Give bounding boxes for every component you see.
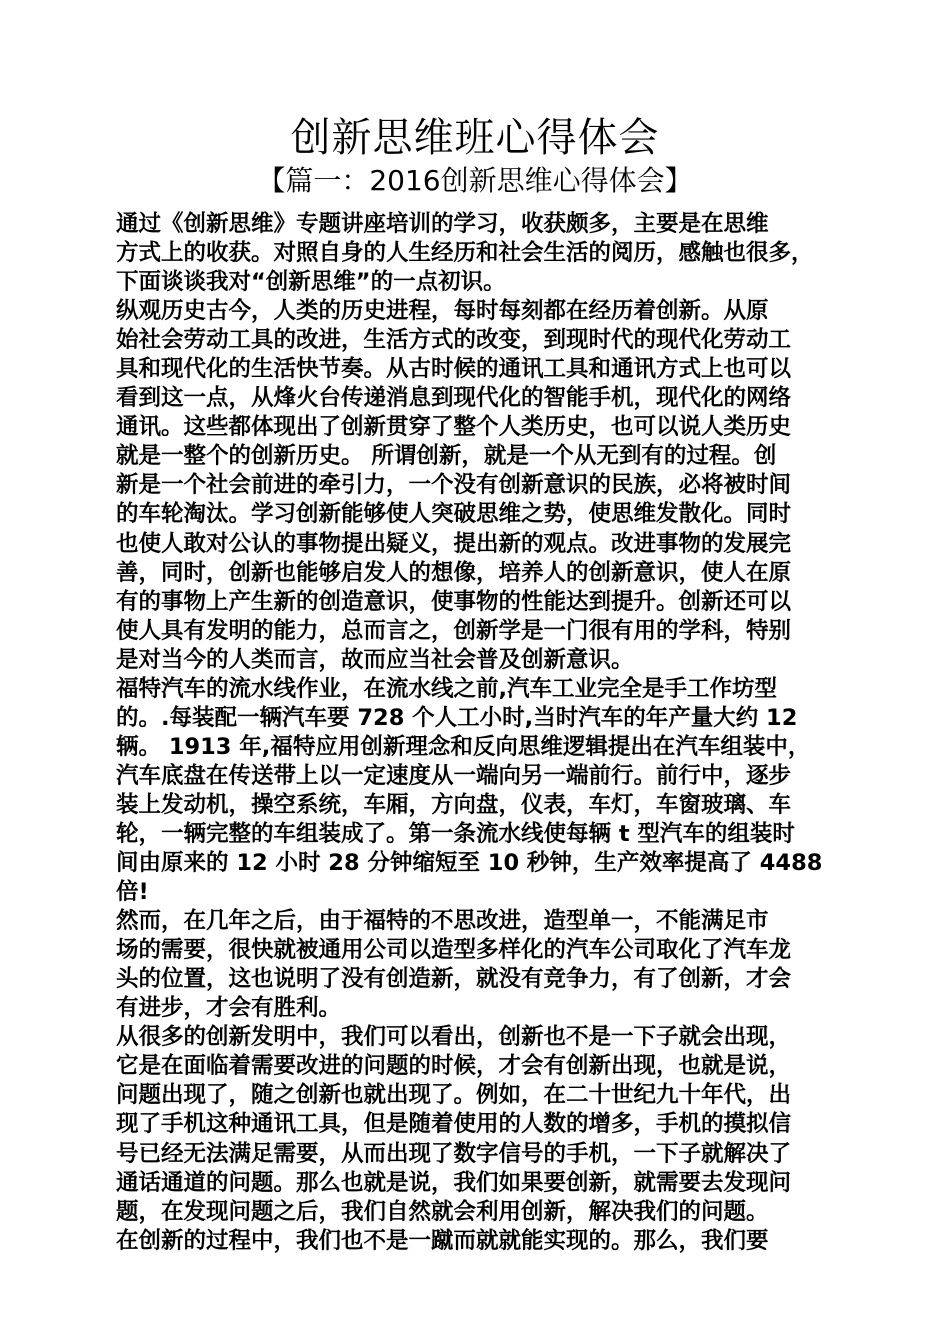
body-text-line: 现了手机这种通讯工具，但是随着使用的人数的增多，手机的摸拟信 xyxy=(116,1111,792,1138)
body-text-line: 间由原来的 12 小时 28 分钟缩短至 10 秒钟，生产效率提高了 4488 xyxy=(116,850,823,877)
body-text-line: 问题出现了，随之创新也就出现了。例如，在二十世纪九十年代，出 xyxy=(116,1082,792,1109)
body-text-line: 福特汽车的流水线作业，在流水线之前,汽车工业完全是手工作坊型 xyxy=(116,675,778,702)
body-text-line: 也使人敢对公认的事物提出疑义，提出新的观点。改进事物的发展完 xyxy=(116,530,792,557)
body-text-line: 是对当今的人类而言，故而应当社会普及创新意识。 xyxy=(116,646,634,673)
body-text-line: 纵观历史古今，人类的历史进程，每时每刻都在经历着创新。从原 xyxy=(116,298,769,325)
body-text-line: 辆。 1913 年,福特应用创新理念和反向思维逻辑提出在汽车组装中， xyxy=(116,733,811,760)
body-text-line: 它是在面临着需要改进的问题的时候，才会有创新出现，也就是说， xyxy=(116,1053,792,1080)
body-text-line: 题，在发现问题之后，我们自然就会利用创新，解决我们的问题。 xyxy=(116,1198,769,1225)
body-text-line: 通讯。这些都体现出了创新贯穿了整个人类历史，也可以说人类历史 xyxy=(116,414,792,441)
body-text-line: 装上发动机，操空系统，车厢，方向盘，仪表，车灯，车窗玻璃、车 xyxy=(116,791,792,818)
body-text-line: 看到这一点，从烽火台传递消息到现代化的智能手机，现代化的网络 xyxy=(116,385,792,412)
body-text-line: 然而，在几年之后，由于福特的不思改进，造型单一，不能满足市 xyxy=(116,908,769,935)
body-text-line: 从很多的创新发明中，我们可以看出，创新也不是一下子就会出现， xyxy=(116,1024,792,1051)
body-text-line: 轮，一辆完整的车组装成了。第一条流水线使每辆 t 型汽车的组装时 xyxy=(116,820,795,847)
body-text-line: 汽车底盘在传送带上以一定速度从一端向另一端前行。前行中，逐步 xyxy=(116,762,792,789)
document-subtitle: 【篇一：2016创新思维心得体会】 xyxy=(257,164,693,197)
body-text-line: 始社会劳动工具的改进，生活方式的改变，到现时代的现代化劳动工 xyxy=(116,327,792,354)
body-text-line: 新是一个社会前进的牵引力，一个没有创新意识的民族，必将被时间 xyxy=(116,472,792,499)
body-text-line: 下面谈谈我对“创新思维”的一点初识。 xyxy=(116,269,506,296)
body-text-line: 通话通道的问题。那么也就是说，我们如果要创新，就需要去发现问 xyxy=(116,1169,792,1196)
body-text-line: 倍! xyxy=(116,879,149,906)
body-text-line: 的。.每装配一辆汽车要 728 个人工小时,当时汽车的年产量大约 12 xyxy=(116,704,798,731)
body-text-line: 有进步，才会有胜利。 xyxy=(116,995,342,1022)
body-text-line: 场的需要，很快就被通用公司以造型多样化的汽车公司取化了汽车龙 xyxy=(116,937,792,964)
body-text-line: 的车轮淘汰。学习创新能够使人突破思维之势，使思维发散化。同时 xyxy=(116,501,792,528)
body-text-line: 方式上的收获。对照自身的人生经历和社会生活的阅历，感触也很多， xyxy=(116,240,814,267)
document-title: 创新思维班心得体会 xyxy=(290,115,660,161)
document-body xyxy=(116,210,856,1256)
body-text-line: 在创新的过程中，我们也不是一蹴而就就能实现的。那么，我们要 xyxy=(116,1227,769,1254)
body-text-line: 善，同时，创新也能够启发人的想像，培养人的创新意识，使人在原 xyxy=(116,559,792,586)
body-text-line: 头的位置，这也说明了没有创造新，就没有竞争力，有了创新，才会 xyxy=(116,966,792,993)
body-text-line: 有的事物上产生新的创造意识，使事物的性能达到提升。创新还可以 xyxy=(116,588,792,615)
body-text-line: 号已经无法满足需要，从而出现了数字信号的手机，一下子就解决了 xyxy=(116,1140,792,1167)
body-text-line: 具和现代化的生活快节奏。从古时候的通讯工具和通讯方式上也可以 xyxy=(116,356,792,383)
body-text-line: 通过《创新思维》专题讲座培训的学习，收获颇多，主要是在思维 xyxy=(116,211,769,237)
body-text-line: 就是一整个的创新历史。 所谓创新，就是一个从无到有的过程。创 xyxy=(116,443,777,470)
body-text-line: 使人具有发明的能力，总而言之，创新学是一门很有用的学科，特别 xyxy=(116,617,792,644)
